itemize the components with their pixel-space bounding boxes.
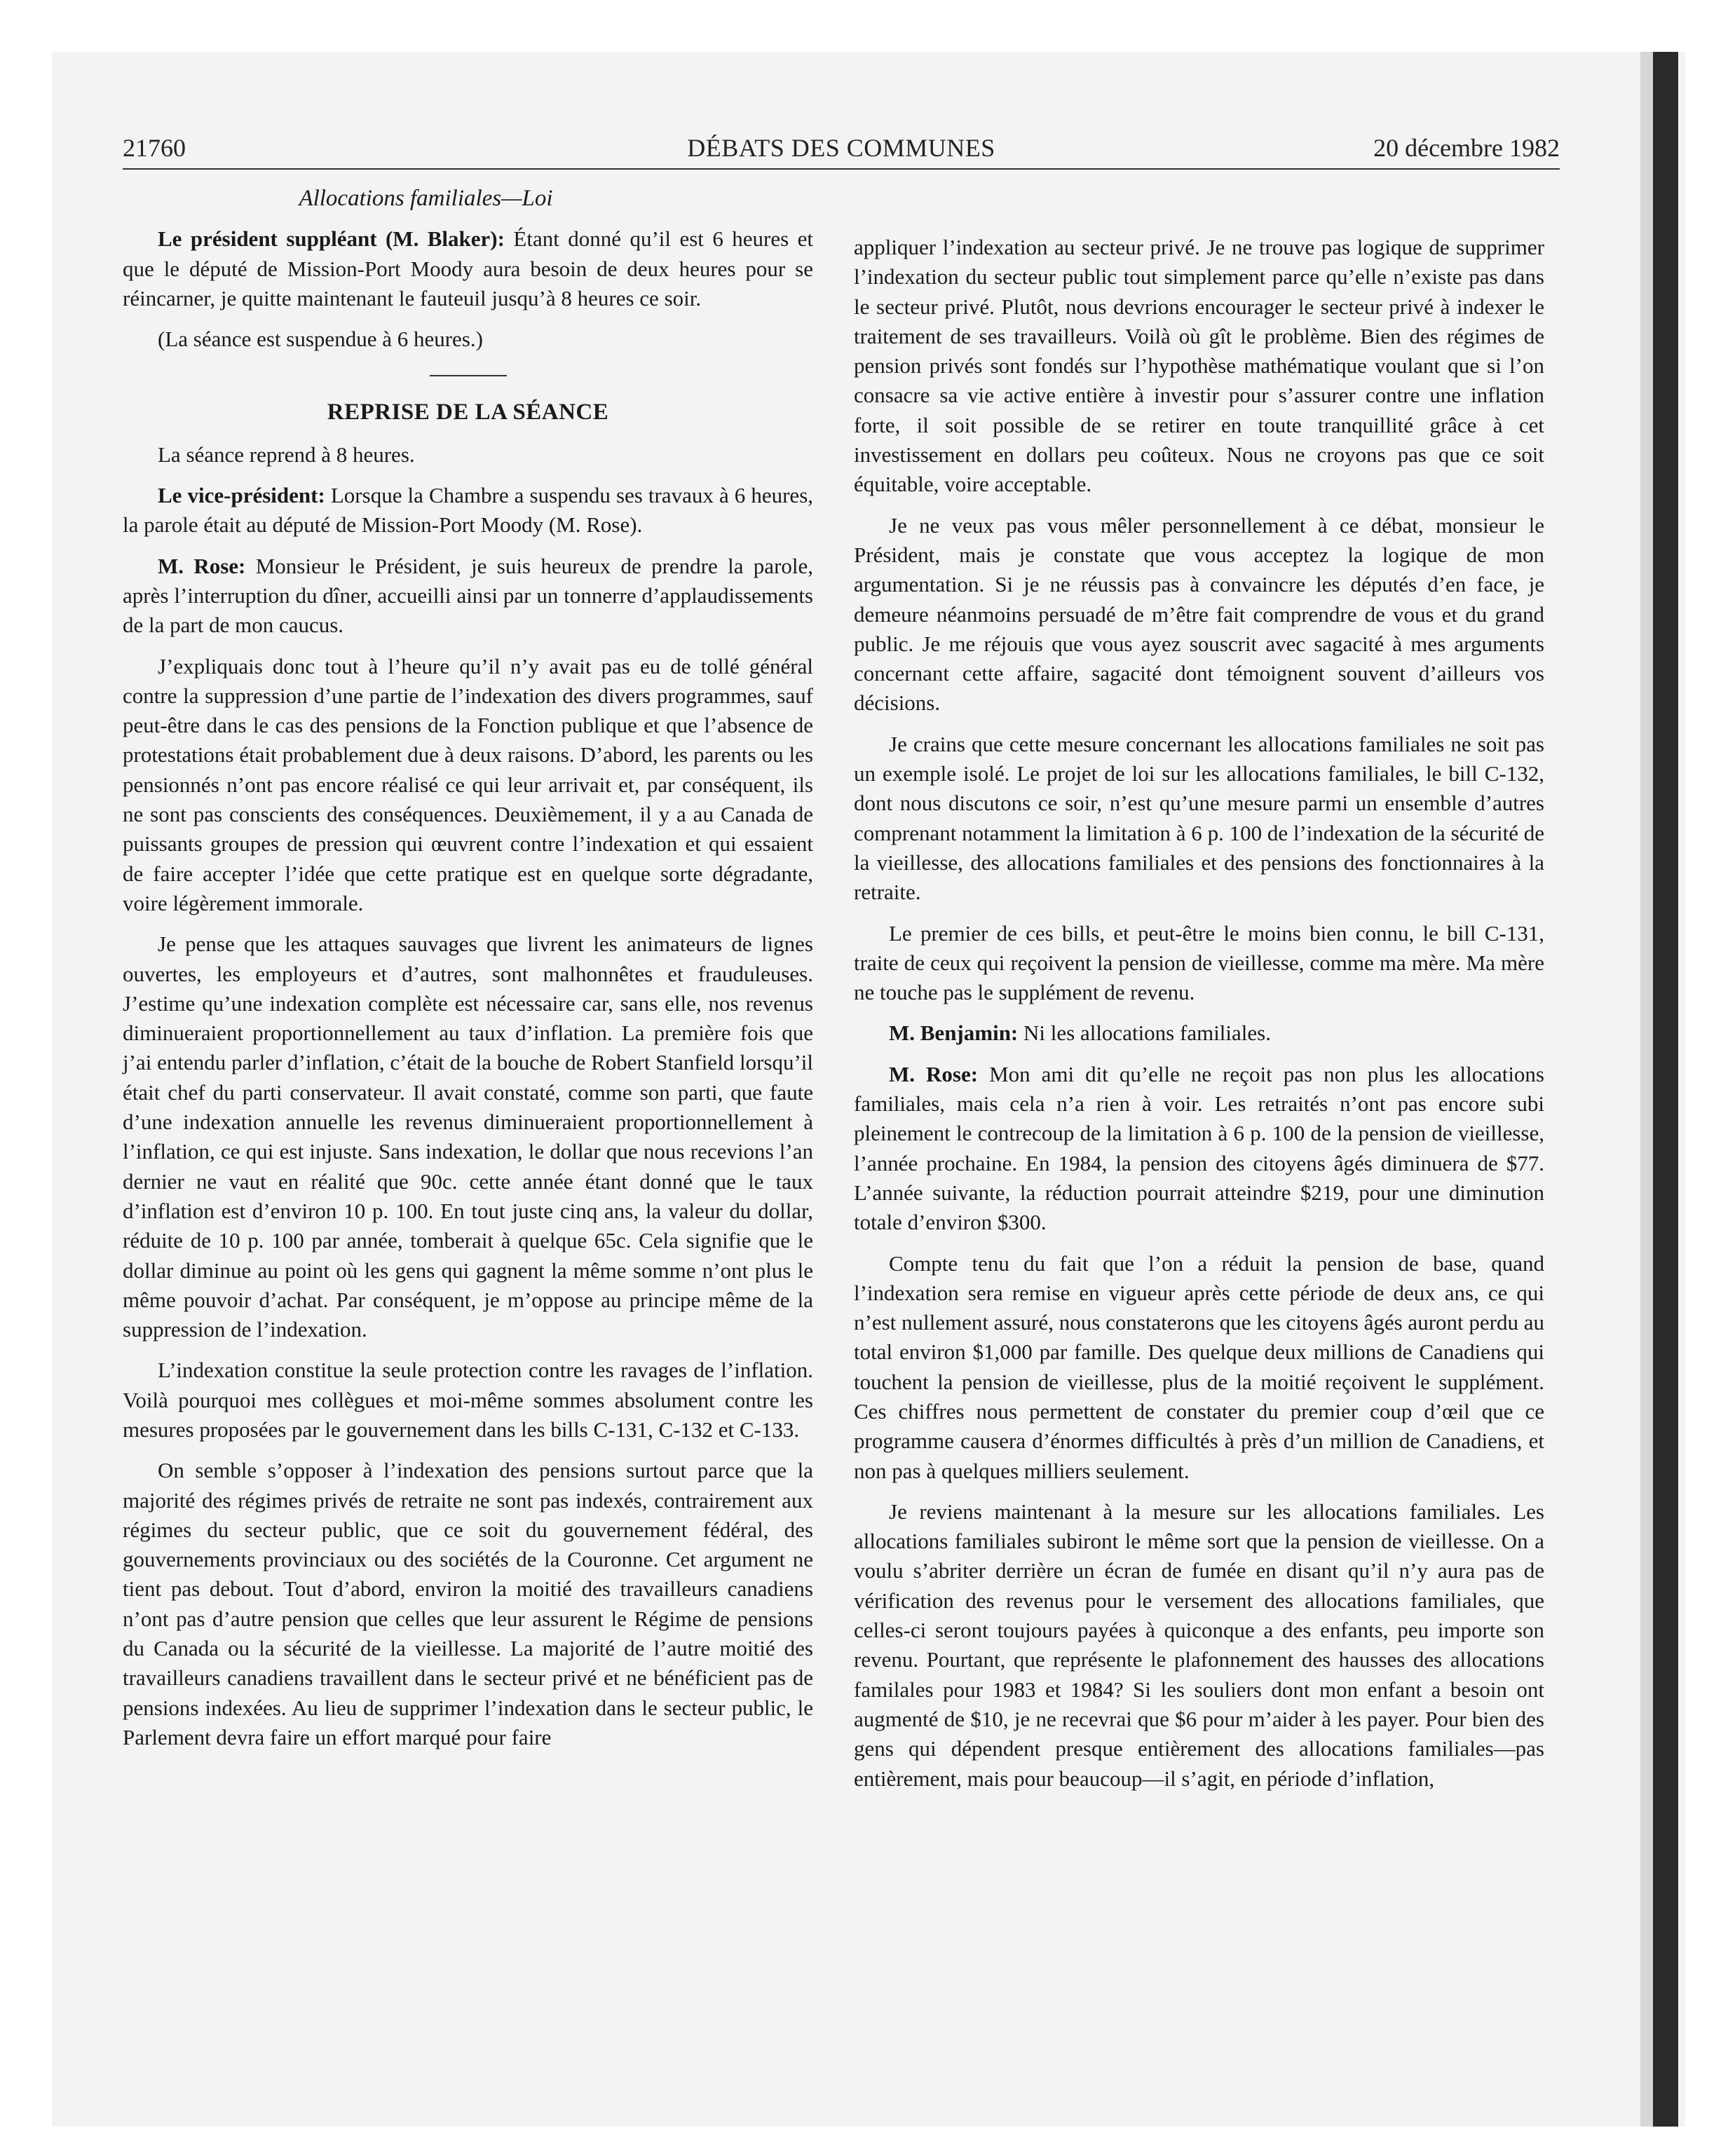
running-header (123, 133, 1560, 170)
paragraph: La séance reprend à 8 heures. (158, 442, 415, 467)
paragraph: (La séance est suspendue à 6 heures.) (158, 327, 483, 352)
publication-title: DÉBATS DES COMMUNES (687, 134, 995, 162)
paragraph (854, 1060, 1544, 1238)
paragraph-text: Ni les allocations familiales. (1023, 1021, 1271, 1046)
paragraph: On semble s’opposer à l’indexation des pensions surtout parce que la majorité des régimes privés de retraite ne sont pas indexés, contrairement aux régimes du secteur public, que ce soit du gouvernement fédéral, des gouvernements provinciaux ou des sociétés de la Couronne. Cet argument ne tient pas debout. Tout d’abord, environ la moitié des travailleurs canadiens n’ont pas d’autre pension que celles que leur assurent le Régime de pensions du Canada ou la sécurité de la vieillesse. La majorité de l’autre moitié des travailleurs canadiens travaillent dans le secteur privé et ne bénéficient pas de pensions indexées. Au lieu de supprimer l’indexation dans le secteur public, le Parlement devra faire un effort marqué pour faire (123, 1458, 813, 1749)
paragraph (123, 481, 813, 540)
paragraph: J’expliquais donc tout à l’heure qu’il n’y avait pas eu de tollé général contre la suppression d’une partie de l’indexation des divers programmes, sauf peut-être dans le cas des pensions de la Fonction publique et que l’absence de protestations était probablement due à deux raisons. D’abord, les parents ou les pensionnés n’ont pas encore réalisé ce qui leur arrivait et, par conséquent, ils ne sont pas conscients des conséquences. Deuxièmement, il y a au Canada de puissants groupes de pression qui œuvrent contre l’indexation et qui essaient de faire accepter l’idée que cette pratique est en quelque sorte dégradante, voire légèrement immorale. (123, 653, 813, 915)
paragraph (123, 224, 813, 313)
scan-border (1653, 52, 1678, 2127)
header-rule (123, 168, 1560, 170)
section-label: Allocations familiales—Loi (299, 186, 553, 211)
paragraph: Je ne veux pas vous mêler personnellement à ce débat, monsieur le Président, mais je constate que vous acceptez la logique de mon argumentation. Si je ne réussis pas à convaincre les députés d’en face, je demeure néanmoins persuadé de m’être fait comprendre de vous et du grand public. Je me réjouis que vous ayez souscrit avec sagacité à mes arguments concernant cette affaire, sagacité dont témoignent souvent d’ailleurs vos décisions. (854, 512, 1544, 716)
speaker-name: Le président suppléant (M. Blaker): (158, 226, 505, 252)
paragraph-text: Étant donné qu’il est 6 heures et que le député de Mission-Port Moody aura besoin de deux heures pour se réincarner, je quitte maintenant le fauteuil jusqu’à 8 heures ce soir. (123, 226, 813, 311)
paragraph: Je pense que les attaques sauvages que livrent les animateurs de lignes ouvertes, les employeurs et d’autres, sont malhonnêtes et frauduleuses. J’estime qu’une indexation complète est nécessaire car, sans elle, nos revenus diminueraient proportionnellement au taux d’inflation. La première fois que j’ai entendu parler d’inflation, c’était de la bouche de Robert Stanfield lorsqu’il était chef du parti conservateur. Il avait constaté, comme son parti, que faute d’une indexation annuelle les revenus diminueraient proportionnellement à l’inflation, ce qui est injuste. Sans indexation, le dollar que nous recevions l’an dernier ne vaut en réalité que 90c. cette année étant donné que le taux d’inflation est d’environ 10 p. 100. En tout juste cinq ans, la valeur du dollar, réduite de 10 p. 100 par année, tomberait à quelque 65c. Cela signifie que le dollar diminue au point où les gens qui gagnent la même somme n’ont plus le même pouvoir d’achat. Par conséquent, je m’oppose au principe même de la suppression de l’indexation. (123, 932, 813, 1342)
paragraph-text: Monsieur le Président, je suis heureux de prendre la parole, après l’interruption du dîner, accueilli ainsi par un tonnerre d’applaudissements de la part de mon caucus. (123, 553, 814, 638)
paragraph: Je crains que cette mesure concernant les allocations familiales ne soit pas un exemple isolé. Le projet de loi sur les allocations familiales, le bill C-132, dont nous discutons ce soir, n’est qu’une mesure parmi un ensemble d’autres comprenant notamment la limitation à 6 p. 100 de l’indexation de la sécurité de la vieillesse, des allocations familiales et des pensions des fonctionnaires à la retraite. (854, 731, 1544, 905)
section-divider (430, 375, 507, 376)
paragraph: Le premier de ces bills, et peut-être le moins bien connu, le bill C-131, traite de ceux qui reçoivent la pension de vieillesse, comme ma mère. Ma mère ne touche pas le supplément de revenu. (854, 920, 1544, 1005)
paragraph (854, 1018, 1544, 1048)
sitting-heading: REPRISE DE LA SÉANCE (327, 400, 609, 425)
speaker-name: M. Benjamin: (889, 1021, 1019, 1046)
speaker-name: M. Rose: (889, 1061, 979, 1086)
paragraph (123, 552, 813, 641)
paragraph: Compte tenu du fait que l’on a réduit la pension de base, quand l’indexation sera remise en vigueur après cette période de deux ans, ce qui n’est nullement assuré, nous constaterons que les citoyens âgés auront perdu au total environ $1,000 par famille. Des quelque deux millions de Canadiens qui touchent la pension de vieillesse, plus de la moitié reçoivent le supplément. Ces chiffres nous permettent de constater du premier coup d’œil que ce programme causera d’énormes difficultés à près d’un million de Canadiens, et non pas à quelques milliers seulement. (854, 1250, 1544, 1483)
paragraph: L’indexation constitue la seule protection contre les ravages de l’inflation. Voilà pourquoi mes collègues et moi-même sommes absolument contre les mesures proposées par le gouvernement dans les bills C-131, C-132 et C-133. (123, 1358, 813, 1442)
paragraph: appliquer l’indexation au secteur privé. Je ne trouve pas logique de supprimer l’indexation du secteur public tout simplement parce qu’elle n’existe pas dans le secteur privé. Plutôt, nous devrions encourager le secteur privé à indexer le traitement de ses travailleurs. Voilà où gît le problème. Bien des régimes de pension privés sont fondés sur l’hypothèse mathématique voulant que si l’on consacre sa vie active entière à investir pour s’assurer contre une inflation forte, il soit possible de se retirer en toute tranquillité grâce à cet investissement en dollars peu coûteux. Nous ne croyons pas que ce soit équitable, voire acceptable. (854, 235, 1544, 497)
header-date: 20 décembre 1982 (1373, 134, 1560, 162)
page-edge-shadow (1640, 52, 1653, 2127)
paragraph-text: Lorsque la Chambre a suspendu ses travaux à 6 heures, la parole était au député de Mission-Port Moody (M. Rose). (123, 483, 814, 538)
paragraph: Je reviens maintenant à la mesure sur les allocations familiales. Les allocations familiales subiront le même sort que la pension de vieillesse. On a voulu s’abriter derrière un écran de fumée en disant qu’il n’y aura pas de vérification des revenus pour le versement des allocations familiales, que celles-ci seront toujours payées à quiconque a des enfants, peu importe son revenu. Pourtant, que représente le plafonnement des hausses des allocations familales pour 1983 et 1984? Si les souliers dont mon enfant a besoin ont augmenté de $10, je ne recevrai que $6 pour m’aider à les payer. Pour bien des gens qui dépendent presque entièrement des allocations familiales—pas entièrement, mais pour beaucoup—il s’agit, en période d’inflation, (854, 1499, 1544, 1791)
right-column (854, 233, 1544, 1805)
paragraph-text: Mon ami dit qu’elle ne reçoit pas non plus les allocations familiales, mais cela n’a rien à voir. Les retraités n’ont pas encore subi pleinement le contrecoup de la limitation à 6 p. 100 de la pension de vieillesse, l’année prochaine. En 1984, la pension des citoyens âgés diminuera de $77. L’année suivante, la réduction pourrait atteindre $219, pour une diminution totale d’environ $300. (854, 1061, 1544, 1235)
page-number: 21760 (123, 134, 186, 162)
speaker-name: M. Rose: (158, 553, 246, 578)
left-column (123, 184, 813, 1763)
speaker-name: Le vice-président: (158, 483, 325, 508)
